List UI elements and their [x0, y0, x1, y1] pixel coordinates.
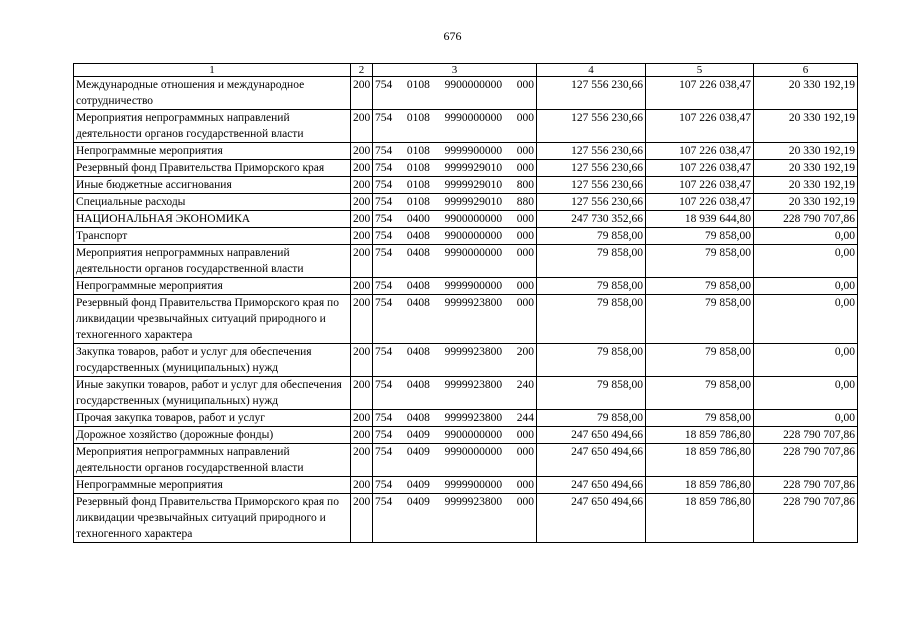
code-target: 9999929010: [444, 179, 503, 191]
row-classification-code: [373, 295, 537, 344]
row-classification-code: [373, 77, 537, 110]
row-value-col5: 79 858,00: [646, 410, 754, 427]
code-ministry: 754: [375, 145, 393, 157]
row-classification-code: [373, 344, 537, 377]
row-value-col5: 107 226 038,47: [646, 194, 754, 211]
code-expense-type: 000: [516, 230, 534, 242]
row-value-col6: 20 330 192,19: [754, 143, 858, 160]
row-value-col6: 228 790 707,86: [754, 211, 858, 228]
row-classification-code: [373, 211, 537, 228]
row-name: Мероприятия непрограммных направлений деятельности органов государственной власти: [74, 444, 351, 477]
header-col-6: 6: [754, 64, 858, 77]
table-body: [74, 77, 858, 543]
row-code-col2: 200: [351, 160, 373, 177]
row-name: Непрограммные мероприятия: [74, 143, 351, 160]
code-ministry: 754: [375, 346, 393, 358]
row-value-col6: 228 790 707,86: [754, 477, 858, 494]
code-section: 0409: [406, 429, 430, 441]
row-value-col5: 107 226 038,47: [646, 143, 754, 160]
row-value-col6: 228 790 707,86: [754, 427, 858, 444]
code-section: 0408: [406, 230, 430, 242]
row-code-col2: 200: [351, 194, 373, 211]
header-col-2: 2: [351, 64, 373, 77]
code-section: 0408: [406, 379, 430, 391]
code-section: 0408: [406, 247, 430, 259]
code-target: 9999923800: [444, 297, 503, 309]
row-classification-code: [373, 444, 537, 477]
row-classification-code: [373, 177, 537, 194]
row-classification-code: [373, 245, 537, 278]
row-code-col2: 200: [351, 427, 373, 444]
code-expense-type: 800: [516, 179, 534, 191]
table-row: [74, 143, 858, 160]
code-ministry: 754: [375, 280, 393, 292]
row-value-col4: 79 858,00: [537, 228, 646, 245]
table-row: [74, 410, 858, 427]
table-row: [74, 110, 858, 143]
code-ministry: 754: [375, 429, 393, 441]
row-value-col4: 79 858,00: [537, 278, 646, 295]
row-value-col4: 127 556 230,66: [537, 110, 646, 143]
row-classification-code: [373, 494, 537, 543]
code-ministry: 754: [375, 213, 393, 225]
code-target: 9990000000: [444, 112, 503, 124]
row-value-col4: 247 730 352,66: [537, 211, 646, 228]
table-row: [74, 377, 858, 410]
row-value-col6: 20 330 192,19: [754, 77, 858, 110]
row-value-col5: 18 859 786,80: [646, 444, 754, 477]
row-value-col4: 79 858,00: [537, 410, 646, 427]
row-name: Мероприятия непрограммных направлений деятельности органов государственной власти: [74, 110, 351, 143]
table-row: [74, 278, 858, 295]
table-row: [74, 427, 858, 444]
row-classification-code: [373, 160, 537, 177]
code-ministry: 754: [375, 247, 393, 259]
code-target: 9999900000: [444, 280, 503, 292]
code-target: 9900000000: [444, 213, 503, 225]
code-expense-type: 000: [516, 213, 534, 225]
code-target: 9900000000: [444, 230, 503, 242]
row-classification-code: [373, 143, 537, 160]
code-expense-type: 000: [516, 479, 534, 491]
row-value-col5: 18 859 786,80: [646, 477, 754, 494]
code-section: 0108: [406, 145, 430, 157]
row-name: Транспорт: [74, 228, 351, 245]
table-row: [74, 194, 858, 211]
row-value-col6: 0,00: [754, 377, 858, 410]
code-target: 9999929010: [444, 162, 503, 174]
code-ministry: 754: [375, 446, 393, 458]
code-section: 0408: [406, 346, 430, 358]
row-code-col2: 200: [351, 77, 373, 110]
code-expense-type: 000: [516, 297, 534, 309]
row-name: Непрограммные мероприятия: [74, 278, 351, 295]
code-section: 0409: [406, 479, 430, 491]
row-value-col6: 228 790 707,86: [754, 444, 858, 477]
code-expense-type: 000: [516, 429, 534, 441]
row-code-col2: 200: [351, 211, 373, 228]
row-classification-code: [373, 194, 537, 211]
code-target: 9990000000: [444, 247, 503, 259]
header-col-3: 3: [373, 64, 537, 77]
row-value-col5: 79 858,00: [646, 228, 754, 245]
row-code-col2: 200: [351, 494, 373, 543]
code-expense-type: 000: [516, 446, 534, 458]
code-expense-type: 240: [516, 379, 534, 391]
code-expense-type: 000: [516, 112, 534, 124]
row-value-col5: 107 226 038,47: [646, 160, 754, 177]
row-code-col2: 200: [351, 177, 373, 194]
code-target: 9999923800: [444, 412, 503, 424]
row-value-col5: 79 858,00: [646, 278, 754, 295]
table-row: [74, 295, 858, 344]
row-value-col4: 127 556 230,66: [537, 160, 646, 177]
row-classification-code: [373, 410, 537, 427]
header-col-4: 4: [537, 64, 646, 77]
code-expense-type: 200: [516, 346, 534, 358]
code-expense-type: 244: [516, 412, 534, 424]
row-classification-code: [373, 427, 537, 444]
code-section: 0409: [406, 496, 430, 508]
row-value-col6: 20 330 192,19: [754, 110, 858, 143]
code-expense-type: 000: [516, 247, 534, 259]
row-code-col2: 200: [351, 444, 373, 477]
row-value-col6: 0,00: [754, 245, 858, 278]
code-expense-type: 000: [516, 145, 534, 157]
code-ministry: 754: [375, 479, 393, 491]
row-name: Закупка товаров, работ и услуг для обеспечения государственных (муниципальных) нужд: [74, 344, 351, 377]
row-code-col2: 200: [351, 295, 373, 344]
code-ministry: 754: [375, 230, 393, 242]
row-code-col2: 200: [351, 228, 373, 245]
budget-table: [73, 63, 858, 543]
row-name: Дорожное хозяйство (дорожные фонды): [74, 427, 351, 444]
row-value-col5: 79 858,00: [646, 344, 754, 377]
row-value-col5: 18 939 644,80: [646, 211, 754, 228]
row-code-col2: 200: [351, 344, 373, 377]
code-expense-type: 000: [516, 496, 534, 508]
code-ministry: 754: [375, 112, 393, 124]
code-section: 0108: [406, 79, 430, 91]
table-row: [74, 477, 858, 494]
table-row: [74, 160, 858, 177]
row-value-col5: 107 226 038,47: [646, 177, 754, 194]
row-value-col4: 79 858,00: [537, 344, 646, 377]
row-classification-code: [373, 477, 537, 494]
row-value-col4: 247 650 494,66: [537, 494, 646, 543]
code-ministry: 754: [375, 412, 393, 424]
code-section: 0108: [406, 112, 430, 124]
table-row: [74, 344, 858, 377]
row-code-col2: 200: [351, 245, 373, 278]
row-value-col5: 18 859 786,80: [646, 427, 754, 444]
row-name: Мероприятия непрограммных направлений деятельности органов государственной власти: [74, 245, 351, 278]
row-code-col2: 200: [351, 278, 373, 295]
row-value-col5: 79 858,00: [646, 295, 754, 344]
table-row: [74, 177, 858, 194]
code-target: 9999923800: [444, 379, 503, 391]
code-ministry: 754: [375, 379, 393, 391]
row-value-col6: 20 330 192,19: [754, 177, 858, 194]
row-value-col4: 127 556 230,66: [537, 77, 646, 110]
row-value-col6: 20 330 192,19: [754, 194, 858, 211]
row-code-col2: 200: [351, 143, 373, 160]
row-name: Специальные расходы: [74, 194, 351, 211]
row-value-col6: 0,00: [754, 295, 858, 344]
code-expense-type: 000: [516, 79, 534, 91]
header-col-5: 5: [646, 64, 754, 77]
row-value-col4: 247 650 494,66: [537, 477, 646, 494]
code-ministry: 754: [375, 79, 393, 91]
table-row: [74, 444, 858, 477]
table-row: [74, 77, 858, 110]
row-value-col4: 127 556 230,66: [537, 177, 646, 194]
header-col-1: 1: [74, 64, 351, 77]
row-value-col6: 0,00: [754, 228, 858, 245]
row-classification-code: [373, 110, 537, 143]
code-target: 9990000000: [444, 446, 503, 458]
code-ministry: 754: [375, 162, 393, 174]
row-value-col5: 18 859 786,80: [646, 494, 754, 543]
row-value-col4: 247 650 494,66: [537, 444, 646, 477]
header-row: [74, 64, 858, 77]
page-number: 676: [443, 29, 462, 43]
code-ministry: 754: [375, 496, 393, 508]
code-ministry: 754: [375, 297, 393, 309]
row-classification-code: [373, 377, 537, 410]
row-name: Прочая закупка товаров, работ и услуг: [74, 410, 351, 427]
code-section: 0408: [406, 280, 430, 292]
row-value-col6: 0,00: [754, 344, 858, 377]
row-value-col5: 107 226 038,47: [646, 110, 754, 143]
row-value-col4: 79 858,00: [537, 377, 646, 410]
code-section: 0408: [406, 297, 430, 309]
row-name: Резервный фонд Правительства Приморского края по ликвидации чрезвычайных ситуаций природного и техногенного характера: [74, 295, 351, 344]
row-name: Иные бюджетные ассигнования: [74, 177, 351, 194]
row-name: Резервный фонд Правительства Приморского края: [74, 160, 351, 177]
code-ministry: 754: [375, 196, 393, 208]
code-target: 9999900000: [444, 145, 503, 157]
row-value-col6: 0,00: [754, 410, 858, 427]
row-value-col4: 127 556 230,66: [537, 194, 646, 211]
code-expense-type: 000: [516, 162, 534, 174]
row-value-col4: 127 556 230,66: [537, 143, 646, 160]
table-row: [74, 494, 858, 543]
row-value-col4: 247 650 494,66: [537, 427, 646, 444]
code-expense-type: 880: [516, 196, 534, 208]
row-value-col5: 79 858,00: [646, 377, 754, 410]
code-target: 9900000000: [444, 79, 503, 91]
row-value-col6: 228 790 707,86: [754, 494, 858, 543]
row-code-col2: 200: [351, 110, 373, 143]
code-target: 9999900000: [444, 479, 503, 491]
row-classification-code: [373, 278, 537, 295]
code-section: 0108: [406, 179, 430, 191]
row-name: Международные отношения и международное сотрудничество: [74, 77, 351, 110]
row-value-col4: 79 858,00: [537, 295, 646, 344]
code-ministry: 754: [375, 179, 393, 191]
row-value-col4: 79 858,00: [537, 245, 646, 278]
code-section: 0108: [406, 162, 430, 174]
row-value-col5: 79 858,00: [646, 245, 754, 278]
code-section: 0400: [406, 213, 430, 225]
row-value-col6: 20 330 192,19: [754, 160, 858, 177]
row-value-col6: 0,00: [754, 278, 858, 295]
table-row: [74, 245, 858, 278]
table-header: [74, 64, 858, 77]
code-section: 0409: [406, 446, 430, 458]
table-row: [74, 228, 858, 245]
code-target: 9999929010: [444, 196, 503, 208]
row-code-col2: 200: [351, 477, 373, 494]
code-section: 0408: [406, 412, 430, 424]
row-name: Резервный фонд Правительства Приморского края по ликвидации чрезвычайных ситуаций природного и техногенного характера: [74, 494, 351, 543]
code-target: 9999923800: [444, 496, 503, 508]
row-code-col2: 200: [351, 377, 373, 410]
row-name: Непрограммные мероприятия: [74, 477, 351, 494]
row-name: Иные закупки товаров, работ и услуг для обеспечения государственных (муниципальных) нужд: [74, 377, 351, 410]
code-target: 9900000000: [444, 429, 503, 441]
row-code-col2: 200: [351, 410, 373, 427]
code-target: 9999923800: [444, 346, 503, 358]
code-section: 0108: [406, 196, 430, 208]
code-expense-type: 000: [516, 280, 534, 292]
table-row: [74, 211, 858, 228]
row-classification-code: [373, 228, 537, 245]
row-value-col5: 107 226 038,47: [646, 77, 754, 110]
row-name: НАЦИОНАЛЬНАЯ ЭКОНОМИКА: [74, 211, 351, 228]
